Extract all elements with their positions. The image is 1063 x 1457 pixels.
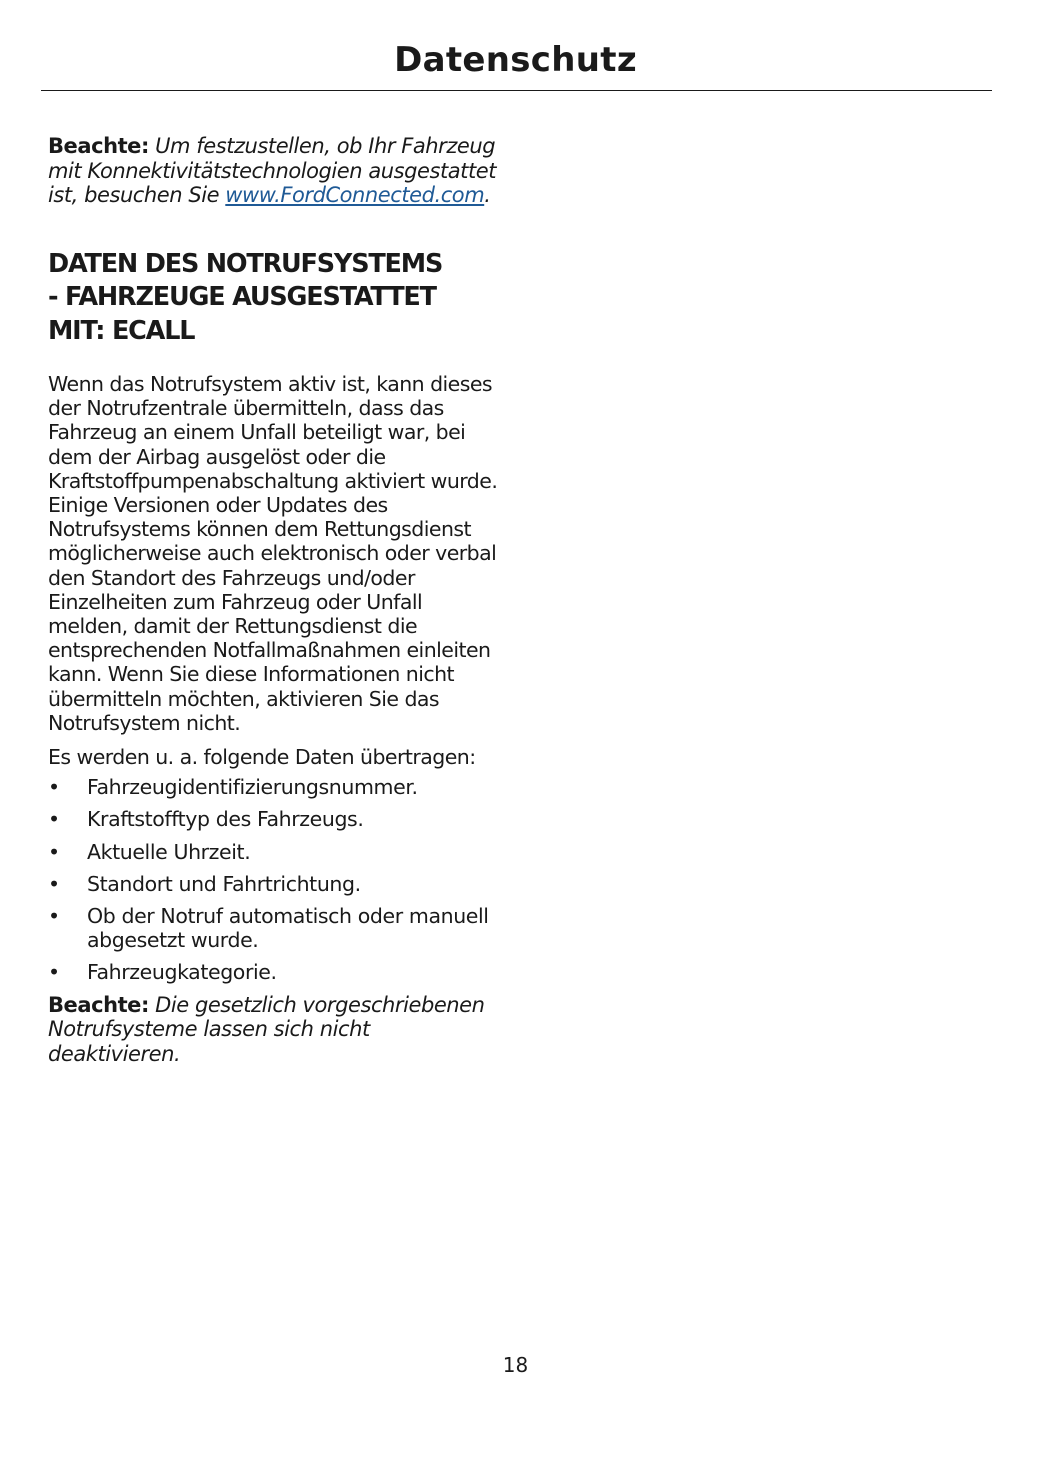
- list-item-text: Fahrzeugidentifizierungsnummer.: [87, 775, 418, 800]
- title-divider: [41, 90, 992, 91]
- main-column: [48, 134, 498, 1066]
- note-period: .: [484, 183, 491, 207]
- note-text: Die gesetzlich vorgeschriebenen Notrufsysteme lassen sich nicht deaktivieren.: [48, 992, 485, 1066]
- section-heading-line-3: MIT: ECALL: [48, 315, 195, 346]
- note-emergency-system: [48, 993, 498, 1067]
- bullet-icon: •: [48, 960, 60, 985]
- list-item-text: Aktuelle Uhrzeit.: [87, 839, 251, 864]
- list-item: [48, 807, 498, 831]
- list-item-text: Ob der Notruf automatisch oder manuell abgesetzt wurde.: [87, 904, 489, 953]
- bullet-icon: •: [48, 807, 60, 832]
- list-item: [48, 904, 498, 952]
- bullet-icon: •: [48, 871, 60, 896]
- list-item: [48, 872, 498, 896]
- bullet-icon: •: [48, 775, 60, 800]
- note-connectivity: [48, 134, 498, 208]
- list-item-text: Kraftstofftyp des Fahrzeugs.: [87, 807, 364, 832]
- list-intro: Es werden u. a. folgende Daten übertragen:: [48, 745, 476, 770]
- note-text: Um festzustellen, ob Ihr Fahrzeug mit Konnektivitätstechnologien ausgestattet ist, besuchen Sie: [48, 134, 496, 207]
- fordconnected-link[interactable]: www.FordConnected.com: [225, 183, 485, 207]
- note-lead: Beachte:: [48, 134, 149, 158]
- list-item-text: Fahrzeugkategorie.: [87, 960, 277, 985]
- section-heading: [48, 248, 498, 349]
- list-item: [48, 840, 498, 864]
- page-title: Datenschutz: [394, 40, 637, 80]
- section-heading-line-2: - FAHRZEUGE AUSGESTATTET: [48, 282, 436, 312]
- bullet-icon: •: [48, 904, 60, 929]
- data-list: [48, 775, 498, 984]
- section-paragraph: Wenn das Notrufsystem aktiv ist, kann dieses der Notrufzentrale übermitteln, dass das Fahrzeug an einem Unfall beteiligt war, bei dem der Airbag ausgelöst oder die Kraftstoffpumpenabschaltung aktiviert wurde. Einige Versionen oder Updates des Notrufsystems können dem Rettungsdienst möglicherweise auch elektronisch oder verbal den Standort des Fahrzeugs und/oder Einzelheiten zum Fahrzeug oder Unfall melden, damit der Rettungsdienst die entsprechenden Notfallmaßnahmen einleiten kann. Wenn Sie diese Informationen nicht übermitteln möchten, aktivieren Sie das Notrufsystem nicht.: [48, 372, 498, 735]
- section-heading-line-1: DATEN DES NOTRUFSYSTEMS: [48, 248, 443, 279]
- page-number: 18: [502, 1353, 529, 1377]
- bullet-icon: •: [48, 839, 60, 864]
- note-lead: Beachte:: [48, 992, 149, 1017]
- list-item-text: Standort und Fahrtrichtung.: [87, 871, 361, 896]
- list-item: [48, 775, 498, 799]
- list-item: [48, 960, 498, 984]
